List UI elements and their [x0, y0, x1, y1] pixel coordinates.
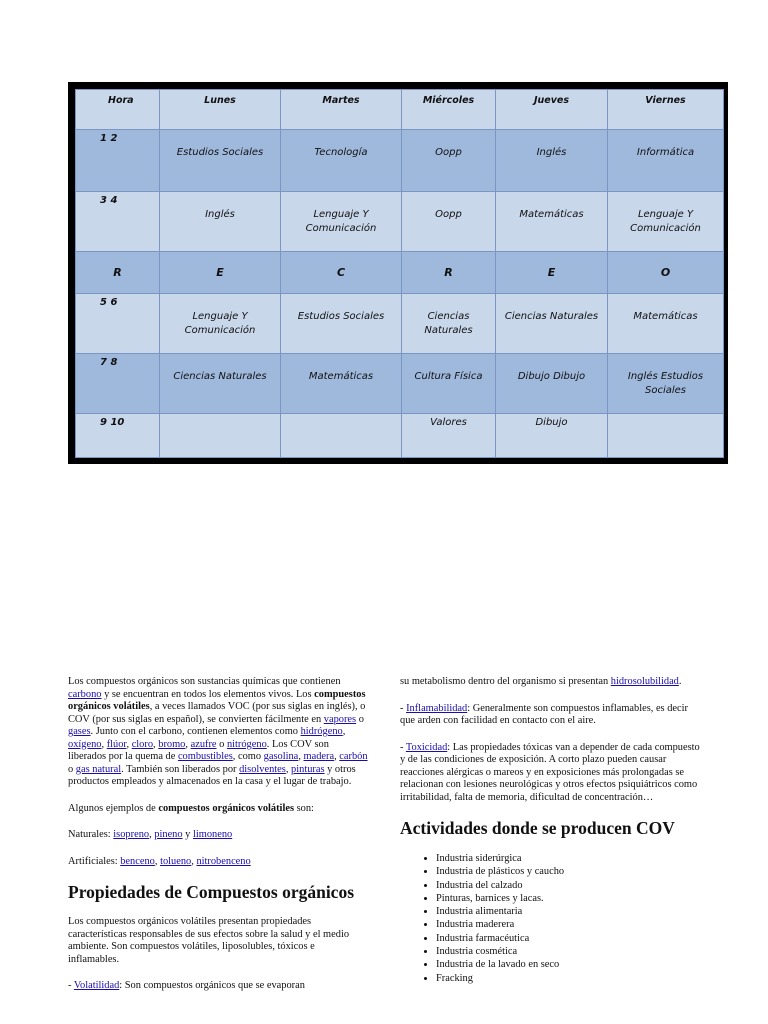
recess-cell: R [402, 252, 496, 294]
bold-term: compuestos orgánicos volátiles [158, 802, 294, 814]
label: Naturales: [68, 829, 114, 840]
text: son: [294, 802, 314, 814]
label: Artificiales: [68, 855, 121, 867]
link-nitrogeno[interactable]: nitrógeno [226, 738, 267, 750]
class-text: Ciencias Naturales [424, 311, 473, 336]
text: - [68, 980, 74, 991]
link-benceno[interactable]: benceno [120, 855, 155, 867]
link-limoneno[interactable]: limoneno [192, 829, 233, 840]
link-madera[interactable]: madera [303, 751, 335, 762]
class-cell [281, 354, 402, 414]
hour-cell: 1 2 [76, 130, 160, 192]
header-cell: Hora [76, 90, 160, 130]
class-cell [281, 192, 402, 252]
class-text: Estudios Sociales [297, 311, 385, 322]
class-text: Lenguaje Y Comunicación [184, 311, 256, 336]
class-text: Lenguaje Y Comunicación [630, 209, 701, 234]
volatilidad-paragraph [68, 980, 368, 993]
link-combustibles[interactable]: combustibles [177, 751, 233, 762]
timetable-row [76, 294, 724, 354]
text: o [356, 713, 364, 725]
text: , como [232, 751, 264, 762]
continuation-paragraph [400, 676, 700, 689]
class-cell [160, 414, 281, 458]
class-cell [496, 130, 608, 192]
link-nitrobenceno[interactable]: nitrobenceno [196, 855, 251, 867]
text: o [68, 763, 76, 775]
timetable-row [76, 414, 724, 458]
link-azufre[interactable]: azufre [190, 738, 217, 750]
class-cell [402, 294, 496, 354]
text: : Son compuestos orgánicos que se evaporan [119, 980, 305, 991]
class-cell [496, 294, 608, 354]
class-cell: Valores [402, 414, 496, 458]
article-left-column [68, 676, 368, 1007]
header-cell: Lunes [160, 90, 281, 130]
link-oxigeno[interactable]: oxígeno [68, 738, 102, 750]
class-text: Tecnología [314, 147, 368, 158]
section-heading-propiedades: Propiedades de Compuestos orgánicos [68, 882, 355, 902]
timetable-recess-row [76, 252, 724, 294]
list-item: • Fracking [436, 972, 700, 985]
class-cell: Dibujo [496, 414, 608, 458]
text: y se encuentran en todos los elementos vivos. Los [101, 688, 315, 700]
link-fluor[interactable]: flúor [106, 738, 127, 750]
recess-cell: O [608, 252, 724, 294]
class-cell [281, 130, 402, 192]
props-intro-paragraph: Los compuestos orgánicos volátiles presentan propiedades características responsables de sus efectos sobre la salud y el medio ambiente. Son compuestos volátiles, liposolubles, tóxicos e inflamables. [68, 916, 350, 965]
class-cell [496, 192, 608, 252]
hour-cell: 3 4 [76, 192, 160, 252]
class-cell [608, 130, 724, 192]
timetable-row [76, 130, 724, 192]
class-cell [160, 294, 281, 354]
class-cell [160, 354, 281, 414]
class-text: Oopp [435, 147, 462, 158]
text: Algunos ejemplos de [68, 802, 159, 814]
text: . Junto con el carbono, contienen elementos como [90, 726, 301, 737]
text: - [400, 702, 407, 714]
text: . [678, 676, 682, 687]
list-item: • Industria alimentaria [436, 905, 700, 918]
timetable-header-row [76, 90, 724, 130]
class-text: Matemáticas [633, 311, 698, 322]
class-cell [608, 414, 724, 458]
text: . También son liberados por [121, 763, 240, 775]
timetable-frame [68, 82, 728, 464]
list-item: • Industria cosmética [436, 945, 700, 958]
link-carbono[interactable]: carbono [68, 688, 102, 700]
class-cell [160, 192, 281, 252]
article-right-column [400, 676, 700, 985]
bold-term: compuestos orgánicos volátiles [68, 688, 366, 712]
header-cell: Martes [281, 90, 402, 130]
link-disolventes[interactable]: disolventes [239, 763, 286, 775]
hour-cell: 5 6 [76, 294, 160, 354]
list-item: • Industria siderúrgica [436, 852, 700, 865]
link-gasolina[interactable]: gasolina [263, 751, 299, 762]
header-cell: Viernes [608, 90, 724, 130]
list-item: • Industria farmacéutica [436, 932, 700, 945]
header-cell: Jueves [496, 90, 608, 130]
class-cell [608, 192, 724, 252]
class-cell [281, 294, 402, 354]
text: y [182, 829, 193, 840]
link-hidrosolubilidad[interactable]: hidrosolubilidad [610, 676, 679, 687]
class-cell [608, 294, 724, 354]
class-text: Dibujo Dibujo [517, 371, 586, 382]
timetable [75, 89, 724, 458]
class-text: Informática [636, 147, 695, 158]
timetable-row [76, 192, 724, 252]
hour-cell: R [76, 252, 160, 294]
class-text: Ciencias Naturales [504, 311, 599, 322]
text: - [400, 741, 406, 753]
link-cloro[interactable]: cloro [131, 738, 154, 750]
class-text: Ciencias Naturales [173, 371, 267, 382]
link-pinturas[interactable]: pinturas [291, 763, 325, 775]
class-text: Inglés [536, 147, 567, 158]
class-text: Estudios Sociales [176, 147, 264, 158]
link-gases[interactable]: gases [68, 726, 91, 737]
section-heading-actividades: Actividades donde se producen COV [400, 818, 675, 838]
list-item: • Industria del calzado [436, 879, 700, 892]
toxicidad-paragraph [400, 742, 700, 805]
class-cell [496, 354, 608, 414]
link-carbon[interactable]: carbón [339, 751, 368, 762]
link-bromo[interactable]: bromo [158, 738, 186, 750]
class-text: Cultura Física [414, 371, 483, 382]
list-item: • Industria de la lavado en seco [436, 958, 700, 971]
link-hidrogeno[interactable]: hidrógeno [300, 726, 343, 737]
class-text: Lenguaje Y Comunicación [305, 209, 377, 234]
activities-list [400, 852, 700, 985]
class-text: Inglés [205, 209, 235, 220]
examples-paragraph [68, 803, 368, 816]
class-cell [402, 192, 496, 252]
class-cell [608, 354, 724, 414]
class-cell [402, 130, 496, 192]
link-toxicidad[interactable]: Toxicidad [405, 741, 448, 753]
artificiales-paragraph: Artificiales: benceno, tolueno, nitrobenceno [68, 855, 251, 867]
text: y otros productos empleados y almacenados en la casa y el lugar de trabajo. [68, 763, 356, 787]
class-text: Matemáticas [519, 209, 584, 220]
hour-cell: 7 8 [76, 354, 160, 414]
link-inflamabilidad[interactable]: Inflamabilidad [406, 702, 468, 714]
recess-cell: C [281, 252, 402, 294]
text: . Los COV son liberados por la quema de [68, 738, 329, 762]
class-text: Inglés Estudios Sociales [627, 371, 704, 396]
timetable-row [76, 354, 724, 414]
header-cell: Miércoles [402, 90, 496, 130]
class-cell [281, 414, 402, 458]
naturales-paragraph: Naturales: isopreno, pineno y limoneno [68, 829, 233, 840]
text: : Las propiedades tóxicas van a depender de cada compuesto y de las condiciones de exposición. A corto plazo pueden causar reacciones alérgicas o mareos y en exposiciones más prolongadas se relacionan con lesiones neurológicas y otros efectos psiquiátricos como irritabilidad, falta de memoria, dificultad de concentración… [400, 741, 700, 803]
class-text: Matemáticas [308, 371, 374, 382]
text: , a veces llamados VOC (por sus siglas en inglés), o COV (por sus siglas en español), se convierten fácilmente en [68, 701, 366, 725]
text: su metabolismo dentro del organismo si presentan [400, 676, 611, 687]
link-isopreno[interactable]: isopreno [113, 829, 150, 840]
link-vapores[interactable]: vapores [323, 713, 357, 725]
link-tolueno[interactable]: tolueno [160, 855, 192, 867]
recess-cell: E [160, 252, 281, 294]
text: o [216, 738, 227, 750]
class-cell [402, 354, 496, 414]
link-gas-natural[interactable]: gas natural [75, 763, 122, 775]
inflamabilidad-paragraph [400, 703, 700, 728]
list-item: • Industria maderera [436, 918, 700, 931]
link-volatilidad[interactable]: Volatilidad [73, 980, 120, 991]
recess-cell: E [496, 252, 608, 294]
text: : Generalmente son compuestos inflamables, es decir que arden con facilidad en contacto con el aire. [400, 702, 688, 726]
list-item: • Pinturas, barnices y lacas. [436, 892, 700, 905]
link-pineno[interactable]: pineno [154, 829, 183, 840]
hour-cell: 9 10 [76, 414, 160, 458]
text: Los compuestos orgánicos son sustancias químicas que contienen [68, 676, 341, 687]
class-cell [160, 130, 281, 192]
intro-paragraph: Los compuestos orgánicos son sustancias químicas que contienen carbono y se encuentran en todos los elementos vivos. Los compuestos orgánicos volátiles, a veces llamados VOC (por sus siglas en inglés), o COV (por sus siglas en español), se convierten fácilmente en vapores o gases. Junto con el carbono, contienen elementos como hidrógeno, oxígeno, flúor, cloro, bromo, azufre o nitrógeno. Los COV son liberados por la quema de combustibles, como gasolina, madera, carbón o gas natural. También son liberados por disolventes, pinturas y otros productos empleados y almacenados en la casa y el lugar de trabajo. [68, 676, 368, 787]
list-item: • Industria de plásticos y caucho [436, 865, 700, 878]
class-text: Oopp [435, 209, 462, 220]
